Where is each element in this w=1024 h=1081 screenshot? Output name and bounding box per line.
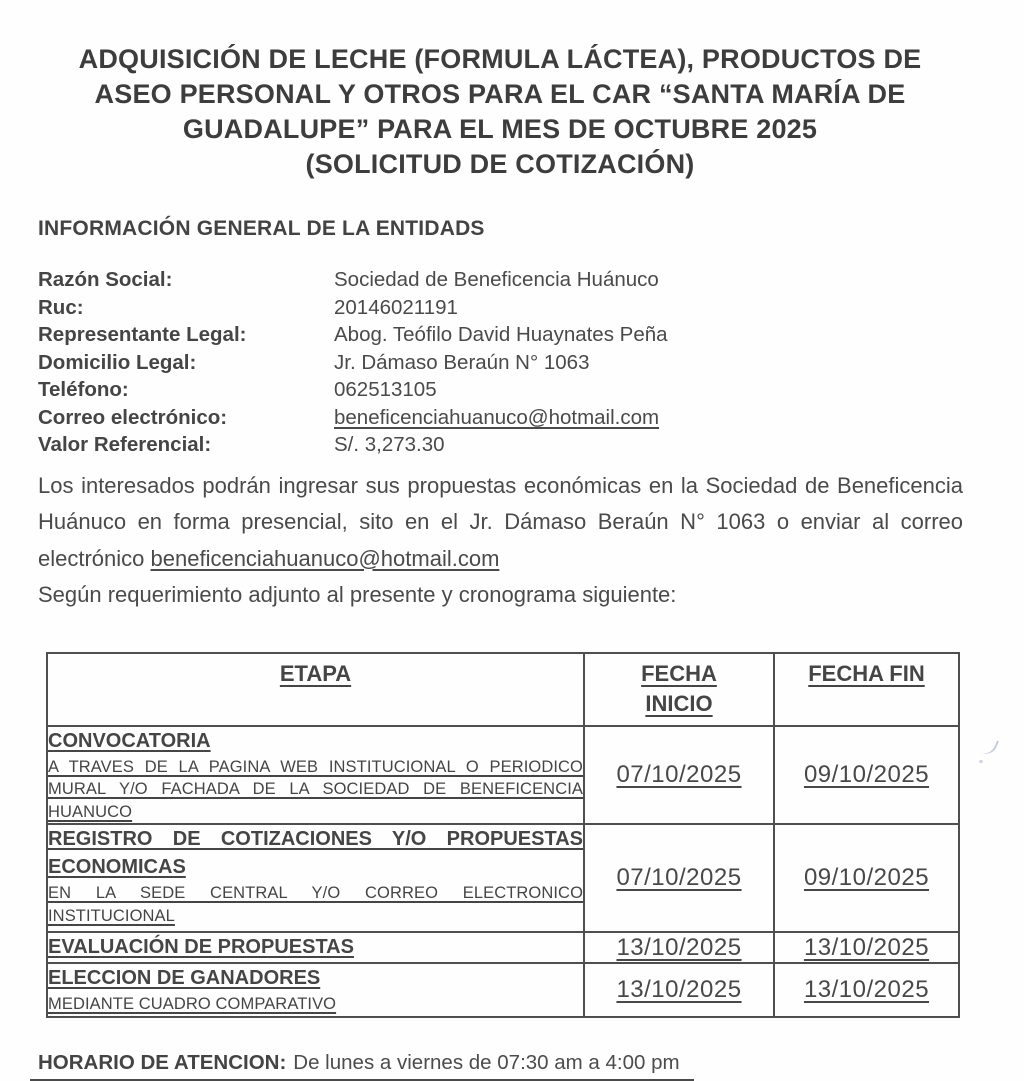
fecha-fin-cell — [774, 824, 959, 932]
fecha-inicio-cell — [584, 932, 774, 963]
info-value: Sociedad de Beneficencia Huánuco — [334, 268, 659, 291]
date-value: 13/10/2025 — [803, 975, 930, 1003]
stage-detail: MEDIANTE CUADRO COMPARATIVO — [48, 995, 337, 1013]
info-row-domicilio-legal — [38, 349, 964, 377]
intro-paragraph — [38, 468, 963, 614]
document-title-line: GUADALUPE” PARA EL MES DE OCTUBRE 2025 — [182, 114, 818, 144]
stage-cell — [47, 824, 584, 932]
info-row-razon-social — [38, 266, 964, 294]
fecha-inicio-cell — [584, 824, 774, 932]
office-hours-value: De lunes a viernes de 07:30 am a 4:00 pm — [293, 1050, 680, 1074]
email-link[interactable]: beneficenciahuanuco@hotmail.com — [334, 405, 660, 429]
date-value: 07/10/2025 — [616, 864, 742, 891]
document-title-line: (SOLICITUD DE COTIZACIÓN) — [305, 149, 695, 179]
stage-detail: A TRAVES DE LA PAGINA WEB INSTITUCIONAL O PERIODICO MURAL Y/O FACHADA DE LA SOCIEDAD DE BENEFICENCIA HUANUCO — [48, 757, 583, 821]
column-header-label: FECHA INICIO — [641, 660, 717, 716]
info-row-telefono — [38, 376, 964, 404]
info-label: Correo electrónico: — [38, 405, 228, 429]
info-row-ruc — [38, 294, 964, 322]
date-value: 09/10/2025 — [803, 760, 930, 788]
table-row-registro-cotizaciones — [47, 824, 959, 932]
info-label: Razón Social: — [38, 268, 173, 291]
info-value: 20146021191 — [334, 295, 458, 319]
office-hours-label: HORARIO DE ATENCION: — [38, 1050, 287, 1074]
document-title-line: ADQUISICIÓN DE LECHE (FORMULA LÁCTEA), PRODUCTOS DE — [78, 44, 922, 74]
document-title-line: ASEO PERSONAL Y OTROS PARA EL CAR “SANTA MARÍA DE — [94, 79, 906, 109]
date-value: 13/10/2025 — [616, 933, 742, 961]
section-heading-general-info: INFORMACIÓN GENERAL DE LA ENTIDADS — [38, 217, 485, 240]
fecha-fin-cell — [774, 726, 959, 825]
stage-cell — [47, 726, 584, 825]
info-row-representante-legal — [38, 321, 964, 349]
info-row-correo-electronico — [38, 404, 964, 432]
fecha-fin-cell — [774, 932, 959, 963]
table-row-eleccion-ganadores — [47, 963, 959, 1017]
date-value: 07/10/2025 — [616, 760, 742, 788]
stage-detail: EN LA SEDE CENTRAL Y/O CORREO ELECTRONICO INSTITUCIONAL — [48, 884, 583, 925]
column-header-fecha-inicio — [584, 653, 774, 726]
info-label: Valor Referencial: — [38, 433, 212, 456]
intro-paragraph-closing: Según requerimiento adjunto al presente y cronograma siguiente: — [38, 582, 677, 607]
column-header-fecha-fin — [774, 653, 959, 726]
table-header-row — [47, 653, 959, 726]
document-title — [40, 0, 960, 182]
fecha-fin-cell — [774, 963, 959, 1017]
pen-mark — [981, 736, 999, 757]
fecha-inicio-cell — [584, 726, 774, 825]
info-value: Abog. Teófilo David Huaynates Peña — [334, 323, 668, 346]
fecha-inicio-cell — [584, 963, 774, 1017]
info-value: 062513105 — [334, 378, 437, 401]
stage-title: REGISTRO DE COTIZACIONES Y/O PROPUESTAS ECONOMICAS — [48, 828, 583, 878]
column-header-label: ETAPA — [279, 660, 352, 686]
email-link[interactable]: beneficenciahuanuco@hotmail.com — [150, 545, 500, 571]
office-hours-underlined — [30, 1051, 694, 1081]
date-value: 09/10/2025 — [803, 864, 930, 891]
table-row-convocatoria — [47, 726, 959, 825]
office-hours-line — [30, 1051, 1024, 1081]
column-header-etapa — [47, 653, 584, 726]
pen-mark-dot — [979, 760, 983, 763]
info-label: Teléfono: — [38, 378, 129, 401]
info-row-valor-referencial — [38, 431, 964, 459]
intro-paragraph-text: Los interesados podrán ingresar sus propuestas económicas en la Sociedad de Beneficencia Huánuco en forma presencial, sito en el Jr. Dámaso Beraún N° 1063 o enviar al correo electrónico — [38, 472, 963, 571]
table-row-evaluacion-propuestas — [47, 932, 959, 963]
stage-title: CONVOCATORIA — [48, 729, 211, 752]
info-value: S/. 3,273.30 — [334, 433, 445, 456]
stage-title: EVALUACIÓN DE PROPUESTAS — [48, 936, 354, 958]
column-header-label: FECHA FIN — [808, 660, 925, 686]
stage-cell — [47, 932, 584, 963]
schedule-table — [46, 652, 960, 1018]
date-value: 13/10/2025 — [803, 933, 930, 961]
date-value: 13/10/2025 — [616, 975, 742, 1003]
entity-info-list — [38, 266, 964, 459]
info-value: Jr. Dámaso Beraún N° 1063 — [334, 350, 590, 374]
stage-cell — [47, 963, 584, 1017]
stage-title: ELECCION DE GANADORES — [48, 967, 321, 989]
info-label: Representante Legal: — [38, 323, 247, 346]
info-label: Ruc: — [38, 295, 84, 319]
info-label: Domicilio Legal: — [38, 350, 197, 374]
